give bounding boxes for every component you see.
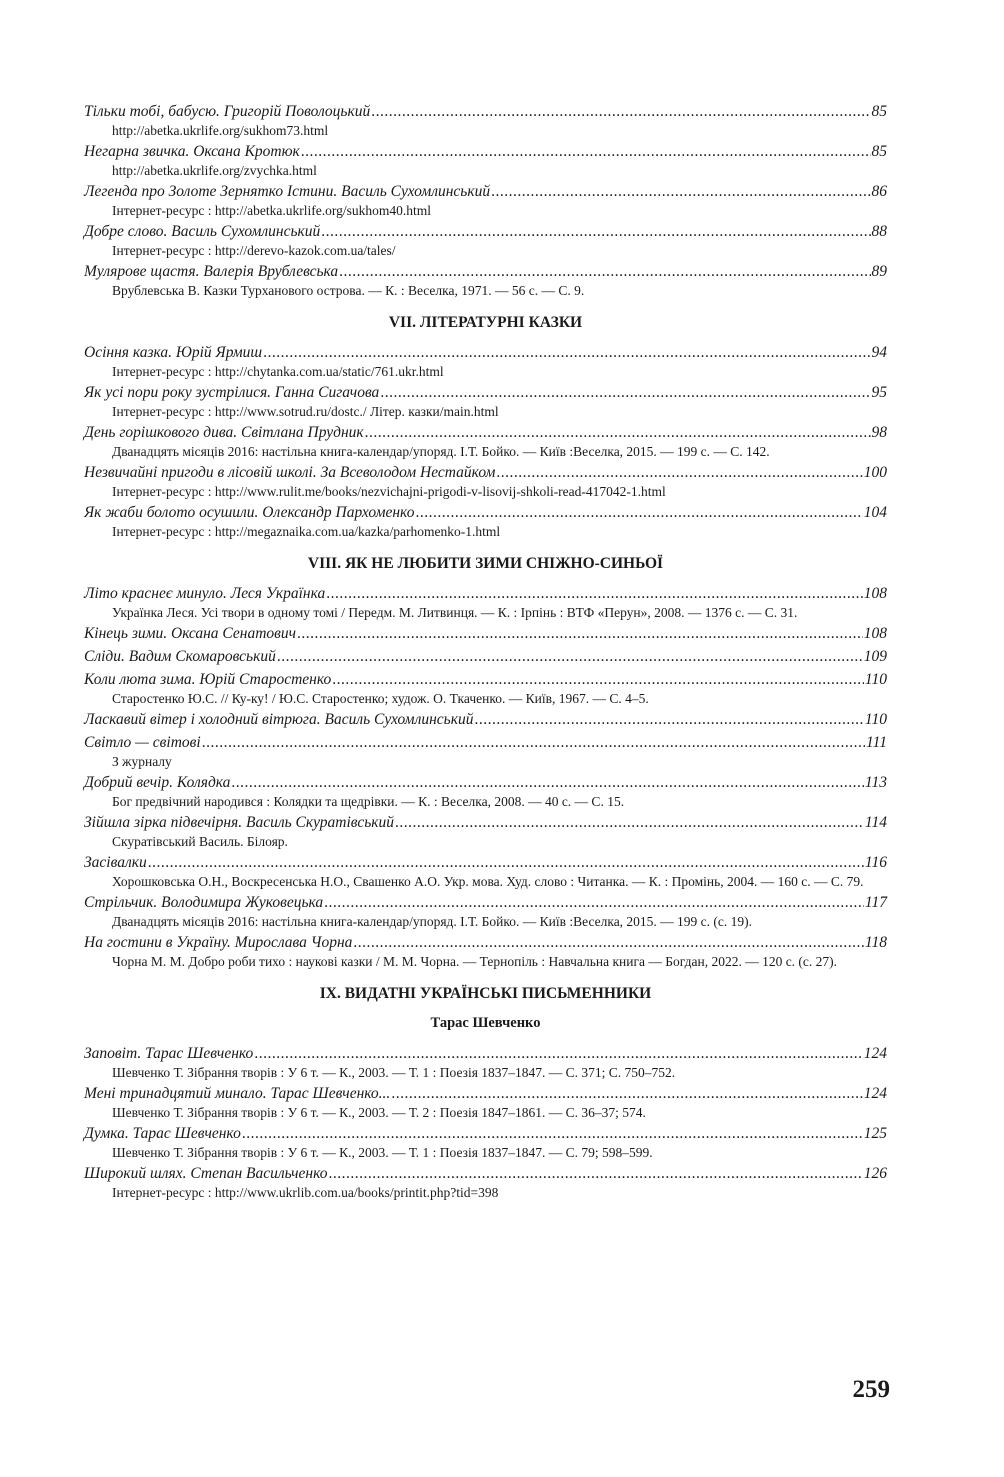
toc-entry-source: Українка Леся. Усі твори в одному томі / Передм. М. Литвинця. — К. : Ірпінь : ВТФ «Перун», 2008. — 1376 с. — С. 31. xyxy=(112,605,798,620)
toc-entry-source: З журналу xyxy=(112,754,172,769)
toc-entry-source: Шевченко Т. Зібрання творів : У 6 т. — К., 2003. — Т. 1 : Поезія 1837–1847. — С. 371; С. 750–752. xyxy=(112,1065,676,1080)
toc-entry-source: Інтернет-ресурс : http://abetka.ukrlife.org/sukhom40.html xyxy=(112,203,431,218)
toc-entry-page: 117 xyxy=(864,894,887,911)
section-heading: IX. ВИДАТНІ УКРАЇНСЬКІ ПИСЬМЕННИКИ xyxy=(319,985,652,1002)
toc-entry-source: Бог предвічний народився : Колядки та щедрівки. — К. : Веселка, 2008. — 40 с. — С. 15. xyxy=(112,794,625,809)
toc-entry xyxy=(84,773,887,810)
toc-entry xyxy=(84,647,887,667)
toc-entry-title-line xyxy=(84,1044,887,1064)
toc-entry-title-line xyxy=(84,584,887,604)
toc-entry-title: Як усі пори року зустрілися. Ганна Сигачова xyxy=(84,384,380,401)
dot-leader xyxy=(202,733,865,753)
toc-entry-title: Осіння казка. Юрій Ярмиш xyxy=(84,344,263,361)
toc-entry-page: 109 xyxy=(863,648,887,665)
toc-entry xyxy=(84,933,887,970)
toc-entry-title-line xyxy=(84,222,887,242)
toc-entry-title: Легенда про Золоте Зернятко Істини. Василь Сухомлинський xyxy=(84,183,491,200)
toc-entry-page: 94 xyxy=(871,344,887,361)
dot-leader xyxy=(332,670,864,690)
toc-entry-title: День горішкового дива. Світлана Прудник xyxy=(84,424,364,441)
toc-entry-title: На гостини в Україну. Мирослава Чорна xyxy=(84,934,353,951)
toc-entry xyxy=(84,222,887,259)
toc-entry-title: Світло — світові xyxy=(84,734,201,751)
toc-entry xyxy=(84,262,887,299)
toc-entry-page: 110 xyxy=(864,711,887,728)
toc-entry-source: Інтернет-ресурс : http://chytanka.com.ua/static/761.ukr.html xyxy=(112,364,444,379)
toc-entry-title-line xyxy=(84,933,887,953)
toc-entry xyxy=(84,383,887,420)
toc-entry-page: 85 xyxy=(871,103,887,120)
toc-entry xyxy=(84,1084,887,1121)
toc-entry-title-line xyxy=(84,624,887,644)
toc-entry-page: 108 xyxy=(863,625,887,642)
toc-entry-source: Інтернет-ресурс : http://www.rulit.me/books/nezvichajni-prigodi-v-lisovij-shkoli-read-417042-1.html xyxy=(112,484,666,499)
toc-entry-source: Шевченко Т. Зібрання творів : У 6 т. — К., 2003. — Т. 2 : Поезія 1847–1861. — С. 36–37; 574. xyxy=(112,1105,646,1120)
toc-entry-title-line xyxy=(84,647,887,667)
toc-entry-page: 125 xyxy=(863,1125,887,1142)
toc-entry-page: 104 xyxy=(863,504,887,521)
dot-leader xyxy=(339,262,870,282)
toc-entry-page: 108 xyxy=(863,585,887,602)
toc-entry-title-line xyxy=(84,102,887,122)
toc-entry-source: Чорна М. М. Добро роби тихо : наукові казки / М. М. Чорна. — Тернопіль : Навчальна книга — Богдан, 2022. — 120 с. (с. 27). xyxy=(112,954,838,969)
toc-entry-page: 113 xyxy=(864,774,887,791)
toc-entry-title-line xyxy=(84,893,887,913)
dot-leader xyxy=(242,1124,863,1144)
dot-leader xyxy=(365,423,871,443)
dot-leader xyxy=(326,584,863,604)
dot-leader xyxy=(474,710,863,730)
toc-entry xyxy=(84,1124,887,1161)
toc-entry-page: 88 xyxy=(871,223,887,240)
toc-entry-title: Широкий шлях. Степан Васильченко xyxy=(84,1165,328,1182)
toc-entry-page: 95 xyxy=(871,384,887,401)
toc-entry-page: 114 xyxy=(864,814,887,831)
toc-entry xyxy=(84,423,887,460)
toc-entry-title-line xyxy=(84,853,887,873)
toc-entry xyxy=(84,102,887,139)
toc-entry-title: Коли люта зима. Юрій Старостенко xyxy=(84,671,332,688)
toc-entry-source: Врублевська В. Казки Турханового острова. — К. : Веселка, 1971. — 56 с. — С. 9. xyxy=(112,283,585,298)
toc-entry-page: 85 xyxy=(871,143,887,160)
toc-entry xyxy=(84,142,887,179)
toc-entry-source: Хорошковська О.Н., Воскресенська Н.О., Свашенко А.О. Укр. мова. Худ. слово : Читанка. — К. : Промінь, 2004. — 160 с. — С. 79. xyxy=(112,874,864,889)
toc-entry xyxy=(84,624,887,644)
toc-entry-page: 124 xyxy=(863,1085,887,1102)
toc-entry xyxy=(84,710,887,730)
toc-entry-title-line xyxy=(84,503,887,523)
toc-entry-title-line xyxy=(84,142,887,162)
toc-entry-title: Сліди. Вадим Скомаровський xyxy=(84,648,276,665)
toc-entry-source: Інтернет-ресурс : http://megaznaika.com.ua/kazka/parhomenko-1.html xyxy=(112,524,501,539)
dot-leader xyxy=(380,383,870,403)
toc-entry-source: Шевченко Т. Зібрання творів : У 6 т. — К., 2003. — Т. 1 : Поезія 1837–1847. — С. 79; 598–599. xyxy=(112,1145,653,1160)
toc-entry xyxy=(84,1164,887,1201)
toc-entry-title: Зійшла зірка підвечірня. Василь Скуратівський xyxy=(84,814,394,831)
dot-leader xyxy=(297,624,863,644)
table-of-contents xyxy=(84,102,887,1204)
page-number: 259 xyxy=(852,1376,890,1403)
toc-entry xyxy=(84,182,887,219)
toc-entry-title: Тільки тобі, бабусю. Григорій Поволоцький xyxy=(84,103,371,120)
toc-entry xyxy=(84,1044,887,1081)
toc-entry-title-line xyxy=(84,670,887,690)
toc-entry-title-line xyxy=(84,343,887,363)
dot-leader xyxy=(324,893,864,913)
dot-leader xyxy=(391,1084,862,1104)
toc-entry xyxy=(84,893,887,930)
toc-entry-title-line xyxy=(84,262,887,282)
toc-entry-title: Засівалки xyxy=(84,854,147,871)
dot-leader xyxy=(301,142,871,162)
toc-entry xyxy=(84,343,887,380)
toc-entry-page: 86 xyxy=(871,183,887,200)
toc-entry-source: Інтернет-ресурс : http://derevo-kazok.com.ua/tales/ xyxy=(112,243,396,258)
toc-entry xyxy=(84,670,887,707)
toc-entry-page: 110 xyxy=(864,671,887,688)
toc-entry-title: Негарна звичка. Оксана Кротюк xyxy=(84,143,300,160)
dot-leader xyxy=(231,773,863,793)
dot-leader xyxy=(496,463,862,483)
toc-entry-page: 98 xyxy=(871,424,887,441)
toc-entry-source: Дванадцять місяців 2016: настільна книга-календар/упоряд. І.Т. Бойко. — Київ :Веселка, 2015. — 199 с. — С. 142. xyxy=(112,444,770,459)
dot-leader xyxy=(263,343,870,363)
dot-leader xyxy=(321,222,870,242)
toc-entry xyxy=(84,813,887,850)
toc-entry-source: Інтернет-ресурс : http://www.sotrud.ru/dostc./ Літер. казки/main.html xyxy=(112,404,499,419)
toc-entry xyxy=(84,853,887,890)
toc-entry-title-line xyxy=(84,733,887,753)
toc-entry-source: Скуратівський Василь. Білояр. xyxy=(112,834,288,849)
toc-entry-title: Мені тринадцятий минало. Тарас Шевченко... xyxy=(84,1085,391,1102)
toc-entry-title: Як жаби болото осушили. Олександр Пархоменко xyxy=(84,504,415,521)
toc-entry-page: 116 xyxy=(864,854,887,871)
dot-leader xyxy=(328,1164,862,1184)
dot-leader xyxy=(371,102,870,122)
toc-entry-title: Літо краснеє минуло. Леся Українка xyxy=(84,585,326,602)
toc-entry-title-line xyxy=(84,423,887,443)
toc-entry-source: Дванадцять місяців 2016: настільна книга-календар/упоряд. І.Т. Бойко. — Київ :Веселка, 2015. — 199 с. (с. 19). xyxy=(112,914,753,929)
dot-leader xyxy=(415,503,862,523)
toc-entry-page: 100 xyxy=(863,464,887,481)
toc-entry-title: Заповіт. Тарас Шевченко xyxy=(84,1045,254,1062)
toc-entry xyxy=(84,463,887,500)
toc-entry-page: 89 xyxy=(871,263,887,280)
section-heading: VII. ЛІТЕРАТУРНІ КАЗКИ xyxy=(388,314,583,331)
section-heading: VIII. ЯК НЕ ЛЮБИТИ ЗИМИ СНІЖНО-СИНЬОЇ xyxy=(307,555,664,572)
toc-entry-title-line xyxy=(84,1084,887,1104)
toc-entry-title: Думка. Тарас Шевченко xyxy=(84,1125,241,1142)
toc-entry-title: Добрий вечір. Колядка xyxy=(84,774,231,791)
toc-entry-title: Кінець зими. Оксана Сенатович xyxy=(84,625,297,642)
toc-entry xyxy=(84,733,887,770)
toc-entry-title: Незвичайні пригоди в лісовій школі. За Всеволодом Нестайком xyxy=(84,464,496,481)
toc-entry-title: Мулярове щастя. Валерія Врублевська xyxy=(84,263,339,280)
toc-entry-source: Інтернет-ресурс : http://www.ukrlib.com.ua/books/printit.php?tid=398 xyxy=(112,1185,499,1200)
dot-leader xyxy=(254,1044,862,1064)
toc-entry xyxy=(84,584,887,621)
toc-entry-page: 126 xyxy=(863,1165,887,1182)
toc-entry-title: Стрільчик. Володимира Жуковецька xyxy=(84,894,324,911)
toc-entry-page: 111 xyxy=(866,734,887,751)
toc-entry-title: Добре слово. Василь Сухомлинський xyxy=(84,223,321,240)
toc-entry-title: Ласкавий вітер і холодний вітрюга. Василь Сухомлинський xyxy=(84,711,474,728)
dot-leader xyxy=(148,853,864,873)
toc-entry-title-line xyxy=(84,463,887,483)
toc-entry-source: Старостенко Ю.С. // Ку-ку! / Ю.С. Старостенко; худож. О. Ткаченко. — Київ, 1967. — С. 4–5. xyxy=(112,691,649,706)
subsection-heading: Тарас Шевченко xyxy=(430,1015,541,1031)
toc-entry-title-line xyxy=(84,1164,887,1184)
dot-leader xyxy=(395,813,864,833)
toc-entry-source: http://abetka.ukrlife.org/zvychka.html xyxy=(112,163,317,178)
dot-leader xyxy=(277,647,863,667)
toc-entry-source: http://abetka.ukrlife.org/sukhom73.html xyxy=(112,123,329,138)
toc-entry-title-line xyxy=(84,182,887,202)
toc-entry-title-line xyxy=(84,1124,887,1144)
dot-leader xyxy=(491,182,870,202)
toc-entry-page: 124 xyxy=(863,1045,887,1062)
toc-entry-title-line xyxy=(84,710,887,730)
dot-leader xyxy=(353,933,863,953)
toc-entry-title-line xyxy=(84,813,887,833)
toc-entry xyxy=(84,503,887,540)
toc-entry-title-line xyxy=(84,773,887,793)
toc-entry-title-line xyxy=(84,383,887,403)
toc-entry-page: 118 xyxy=(864,934,887,951)
